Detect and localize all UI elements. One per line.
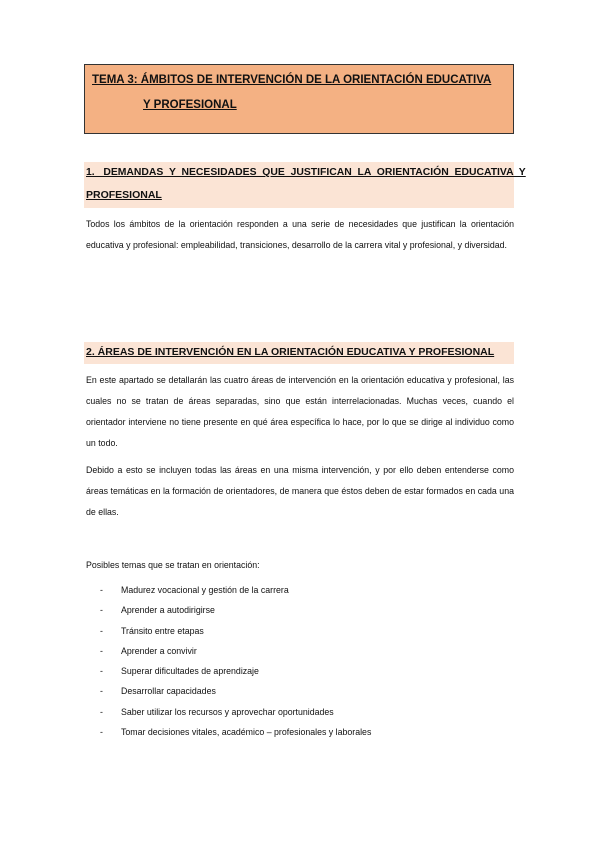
section-1-heading-line-1: 1. DEMANDAS Y NECESIDADES QUE JUSTIFICAN LA ORIENTACIÓN EDUCATIVA Y xyxy=(86,167,526,178)
section-1-heading-line-2: PROFESIONAL xyxy=(86,189,162,201)
topics-intro: Posibles temas que se tratan en orientación: xyxy=(86,560,260,570)
list-item-text: Tomar decisiones vitales, académico – profesionales y laborales xyxy=(121,727,372,738)
list-item-text: Desarrollar capacidades xyxy=(121,686,216,697)
list-item-text: Aprender a convivir xyxy=(121,645,197,656)
bullet-dash: - xyxy=(100,706,103,717)
bullet-dash: - xyxy=(100,605,103,616)
bullet-dash: - xyxy=(100,585,103,595)
document-title-line-1: TEMA 3: ÁMBITOS DE INTERVENCIÓN DE LA ORIENTACIÓN EDUCATIVA xyxy=(92,74,492,86)
section-2-heading-text: 2. ÁREAS DE INTERVENCIÓN EN LA ORIENTACIÓN EDUCATIVA Y PROFESIONAL xyxy=(86,346,495,358)
list-item-text: Aprender a autodirigirse xyxy=(121,605,215,616)
bullet-dash: - xyxy=(100,666,103,677)
bullet-dash: - xyxy=(100,727,103,738)
section-2-heading xyxy=(84,342,514,364)
document-title-line-2: Y PROFESIONAL xyxy=(143,99,237,111)
list-item-text: Tránsito entre etapas xyxy=(121,625,204,636)
title-box xyxy=(84,64,514,134)
bullet-dash: - xyxy=(100,625,103,636)
section-2-paragraph-2: Debido a esto se incluyen todas las áreas en una misma intervención, y por ello deben entenderse como áreas temáticas en la formación de orientadores, de manera que éstos deben de estar formados en cada una de ellas. xyxy=(86,465,514,517)
list-item-text: Saber utilizar los recursos y aprovechar oportunidades xyxy=(121,706,334,717)
section-1-paragraph: Todos los ámbitos de la orientación responden a una serie de necesidades que justifican la orientación educativa y profesional: empleabilidad, transiciones, desarrollo de la carrera vital y profesional, y diversidad. xyxy=(86,219,514,250)
bullet-dash: - xyxy=(100,645,103,656)
section-2-paragraph-1: En este apartado se detallarán las cuatro áreas de intervención en la orientación educativa y profesional, las cuales no se tratan de áreas separadas, sino que están interrelacionadas. Muchas veces, cuando el orientador interviene no tiene presente en qué área específica lo hace, por lo que se dirige al individuo como un todo. xyxy=(86,375,514,448)
list-item-text: Madurez vocacional y gestión de la carrera xyxy=(121,585,289,595)
section-1-heading xyxy=(84,162,526,208)
list-item-text: Superar dificultades de aprendizaje xyxy=(121,666,259,677)
bullet-dash: - xyxy=(100,686,103,697)
